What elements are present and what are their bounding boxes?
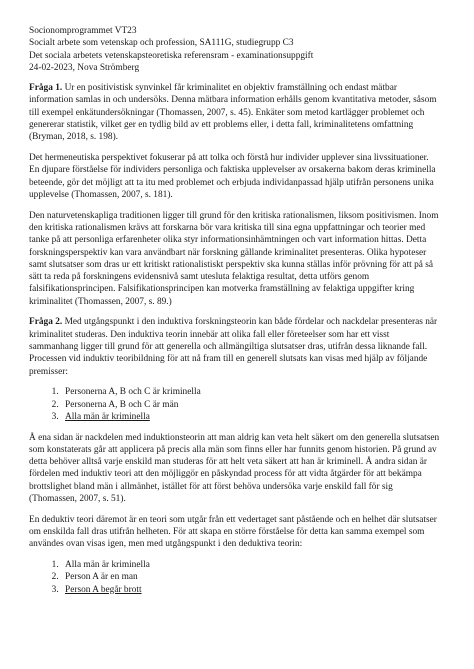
question-1-paragraph-1 xyxy=(29,82,441,143)
header-course: Socialt arbete som vetenskap och profession, SA111G, studiegrupp C3 xyxy=(29,38,294,49)
induction-premise-list xyxy=(29,386,441,423)
document-header xyxy=(29,25,441,74)
question-2-paragraph-2: Å ena sidan är nackdelen med induktionsteorin att man aldrig kan veta helt säkert om den generella slutsatsen som konstaterats går att applicera på precis alla män som finns eller har funnits genom historien. På grund av detta behöver alltså varje enskild man studeras för att helt veta säkert att han är kriminell. Å andra sidan är fördelen med induktiv teori att den möjliggör en påskyndad process för att vidta åtgärder för att bekämpa brottslighet bland män i allmänhet, istället för att först behöva undersöka varje enskild fall för sig (Thomassen, 2007, s. 51). xyxy=(29,432,440,505)
list-item: 3. Person A begår brott xyxy=(61,584,441,596)
header-program: Socionomprogrammet VT23 xyxy=(29,26,137,36)
list-item: 1. Alla män är kriminella xyxy=(61,559,441,571)
list-item: 3. Alla män är kriminella xyxy=(61,411,441,423)
question-1-text-1: Ur en positivistisk synvinkel får kriminalitet en objektiv framställning och endast mätbar information samlas in och undersöks. Denna mätbara information erhålls genom kvantitativa metoder, såsom till exempel enkätundersökningar (Thomassen, 2007, s. 45). Enkäter som metod kartlägger problemet och genererar statistik, vilket ger en tydlig bild av ett problems eller, i detta fall, kriminalitetens omfattning (Bryman, 2018, s. 198). xyxy=(29,83,437,143)
question-2-paragraph-1 xyxy=(29,316,441,377)
list-item: 2. Person A är en man xyxy=(61,571,441,583)
question-1-paragraph-2: Det hermeneutiska perspektivet fokuserar på att tolka och förstå hur individer upplever sina livssituationer. En djupare förståelse för individers personliga och faktiska upplevelser av orsakerna bakom deras kriminella beteende, gör det möjligt att ta itu med problemet och erbjuda individanpassad hjälp utifrån personens unika upplevelse (Thomassen, 2007, s. 181). xyxy=(29,153,436,200)
question-2-paragraph-3: En deduktiv teori däremot är en teori som utgår från ett vedertaget sant påstående och en helhet där slutsatser om enskilda fall dras utifrån helheten. För att skapa en större förståelse för detta kan samma exempel som användes ovan visas igen, men med utgångspunkt i den deduktiva teorin: xyxy=(29,514,437,550)
question-2-label: Fråga 2. xyxy=(29,317,63,328)
list-item: 2. Personerna A, B och C är män xyxy=(61,399,441,411)
deduction-premise-list xyxy=(29,559,441,596)
question-1-label: Fråga 1. xyxy=(29,83,63,94)
header-assignment: Det sociala arbetets vetenskapsteoretiska referensram - examinationsuppgift xyxy=(29,50,314,61)
list-item: 1. Personerna A, B och C är kriminella xyxy=(61,386,441,398)
header-date-author: 24-02-2023, Nova Strömberg xyxy=(29,62,140,73)
question-2-text-1: Med utgångspunkt i den induktiva forskningsteorin kan både fördelar och nackdelar presenteras när kriminalitet studeras. Den induktiva teorin innebär att olika fall eller företeelser som har ett visst sammanhang ligger till grund för att generella och allmängiltiga slutsatser dras, utifrån dessa liknande fall. Processen vid induktiv teoribildning för att nå fram till en generell slutsats kan visas med hjälp av följande premisser: xyxy=(29,317,438,377)
question-1-paragraph-3: Den naturvetenskapliga traditionen ligger till grund för den kritiska rationalismen, liksom positivismen. Inom den kritiska rationalismen krävs att forskarna bör vara kritiska till sina egna uppfattningar och teorier med tanke på att personliga erfarenheter olika styr informationsinhämtningen och vart information hittas. Detta forskningsperspektiv kan vara användbart när forskning gällande kriminalitet presenteras. Olika hypoteser samt slutsatser som dras ur ett kritiskt rationalistiskt perspektiv ska kunna ställas inför prövning för att på så sätt ta reda på forskningens evidensnivå samt utesluta felaktiga resultat, detta utförs genom falsifikationsprincipen. Falsifikationsprincipen kan motverka framställning av felaktiga uppgifter kring kriminalitet (Thomassen, 2007, s. 89.) xyxy=(29,210,439,307)
